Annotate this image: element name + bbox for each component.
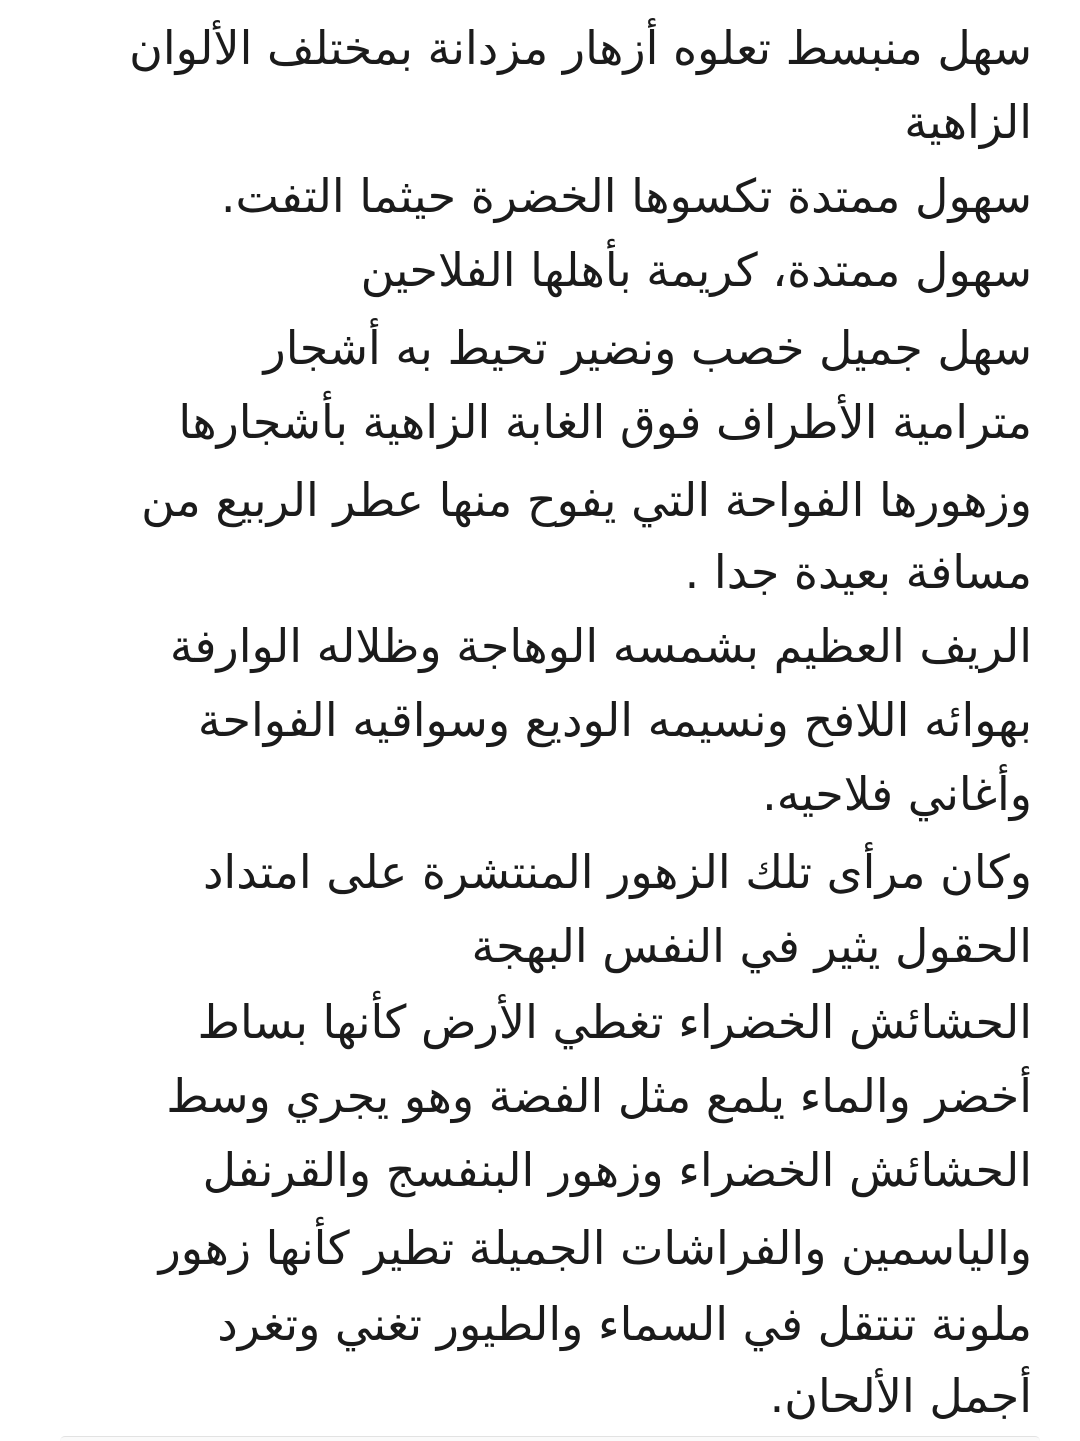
text-line-8: مسافة بعيدة جدا . xyxy=(684,545,1032,599)
text-line-11: وأغاني فلاحيه. xyxy=(762,767,1032,821)
text-line-9: الريف العظيم بشمسه الوهاجة وظلاله الوارفة xyxy=(169,619,1032,673)
text-line-2: الزاهية xyxy=(904,95,1032,149)
text-line-3: سهول ممتدة تكسوها الخضرة حيثما التفت. xyxy=(220,169,1032,223)
text-line-14: الحشائش الخضراء تغطي الأرض كأنها بساط xyxy=(197,995,1032,1049)
text-line-19: أجمل الألحان. xyxy=(769,1369,1032,1423)
text-line-12: وكان مرأى تلك الزهور المنتشرة على امتداد xyxy=(202,845,1032,899)
text-line-13: الحقول يثير في النفس البهجة xyxy=(471,919,1032,973)
text-line-1: سهل منبسط تعلوه أزهار مزدانة بمختلف الألوان xyxy=(129,21,1032,75)
text-line-15: أخضر والماء يلمع مثل الفضة وهو يجري وسط xyxy=(166,1069,1032,1123)
text-line-17: والياسمين والفراشات الجميلة تطير كأنها زهور xyxy=(158,1221,1032,1275)
bottom-panel-edge xyxy=(60,1436,1040,1441)
text-line-16: الحشائش الخضراء وزهور البنفسج والقرنفل xyxy=(202,1143,1032,1197)
text-line-18: ملونة تنتقل في السماء والطيور تغني وتغرد xyxy=(217,1297,1032,1351)
text-line-5: سهل جميل خصب ونضير تحيط به أشجار xyxy=(263,321,1032,375)
text-line-7: وزهورها الفواحة التي يفوح منها عطر الربيع من xyxy=(141,473,1032,527)
text-line-4: سهول ممتدة، كريمة بأهلها الفلاحين xyxy=(360,243,1032,297)
text-line-10: بهوائه اللافح ونسيمه الوديع وسواقيه الفواحة xyxy=(197,693,1032,747)
text-line-6: مترامية الأطراف فوق الغابة الزاهية بأشجارها xyxy=(178,395,1032,449)
